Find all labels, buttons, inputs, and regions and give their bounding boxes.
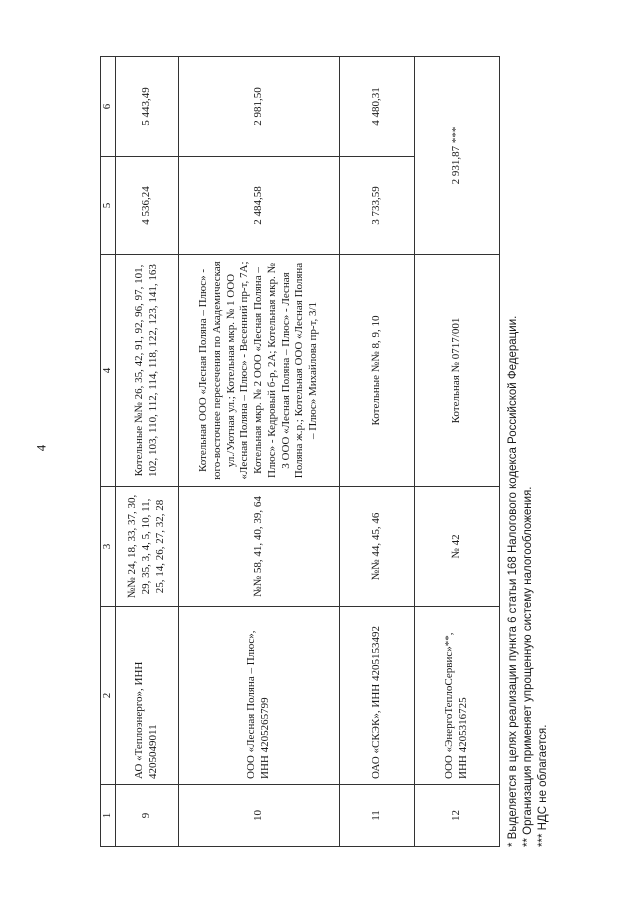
zones: №№ 58, 41, 40, 39, 64 bbox=[179, 487, 340, 607]
col-3-header: 3 bbox=[101, 487, 116, 607]
tariff-no-vat: 4 536,24 bbox=[116, 157, 179, 255]
table-row bbox=[179, 57, 340, 847]
tariff-no-vat: 2 484,58 bbox=[179, 157, 340, 255]
organization: ООО «ЭнергоТеплоСервис»**, ИНН 4205316725 bbox=[415, 607, 500, 785]
tariff-with-vat: 5 443,49 bbox=[116, 57, 179, 157]
row-number: 12 bbox=[415, 785, 500, 847]
heat-source: Котельные №№ 26, 35, 42, 91, 92, 96, 97, 101, 102, 103, 110, 112, 114, 118, 122, 123, 141, 163 bbox=[116, 255, 179, 487]
tariff-with-vat: 4 480,31 bbox=[340, 57, 415, 157]
zones: № 42 bbox=[415, 487, 500, 607]
rotated-document bbox=[100, 57, 549, 847]
heat-source: Котельная ООО «Лесная Поляна – Плюс» - юго-восточнее пересечения по Академическая ул./Уютная ул.; Котельная мкр. № 1 ООО «Лесная Поляна – Плюс» - Весенний пр-т, 7А; Котельная мкр. № 2 ООО «Лесная Поляна – Плюс» - Кедровый б-р, 2А; Котельная мкр. № 3 ООО «Лесная Поляна – Плюс» - Лесная Поляна ж.р.; Котельная ООО «Лесная Поляна – Плюс» Михайлова пр-т, 3/1 bbox=[179, 255, 340, 487]
organization: АО «Теплоэнерго», ИНН 4205049011 bbox=[116, 607, 179, 785]
table-row bbox=[116, 57, 179, 847]
organization: ОАО «СКЭК», ИНН 4205153492 bbox=[340, 607, 415, 785]
footnote: ** Организация применяет упрощенную систему налогообложения. bbox=[521, 486, 534, 847]
tariff-no-vat: 3 733,59 bbox=[340, 157, 415, 255]
footnote: *** НДС не облагается. bbox=[536, 724, 549, 847]
tariff-with-vat: 2 981,50 bbox=[179, 57, 340, 157]
header-row bbox=[101, 57, 116, 847]
heat-source: Котельная № 0717/001 bbox=[415, 255, 500, 487]
col-1-header: 1 bbox=[101, 785, 116, 847]
table-row bbox=[340, 57, 415, 847]
zones: №№ 44, 45, 46 bbox=[340, 487, 415, 607]
heat-source: Котельные №№ 8, 9, 10 bbox=[340, 255, 415, 487]
page-number: 4 bbox=[33, 444, 49, 452]
footnote: * Выделяется в целях реализации пункта 6 статьи 168 Налогового кодекса Российской Федерации. bbox=[507, 315, 519, 847]
row-number: 9 bbox=[116, 785, 179, 847]
tariff-merged: 2 931,87 *** bbox=[415, 57, 500, 255]
tariff-table bbox=[100, 56, 500, 847]
row-number: 10 bbox=[179, 785, 340, 847]
col-5-header: 5 bbox=[101, 157, 116, 255]
col-2-header: 2 bbox=[101, 607, 116, 785]
col-6-header: 6 bbox=[101, 57, 116, 157]
footnotes bbox=[506, 57, 551, 847]
organization: ООО «Лесная Поляна – Плюс», ИНН 4205265799 bbox=[179, 607, 340, 785]
col-4-header: 4 bbox=[101, 255, 116, 487]
row-number: 11 bbox=[340, 785, 415, 847]
zones: №№ 24, 18, 33, 37, 30, 29, 35, 3, 4, 5, 10, 11, 25, 14, 26, 27, 32, 28 bbox=[116, 487, 179, 607]
table-row bbox=[415, 57, 500, 847]
